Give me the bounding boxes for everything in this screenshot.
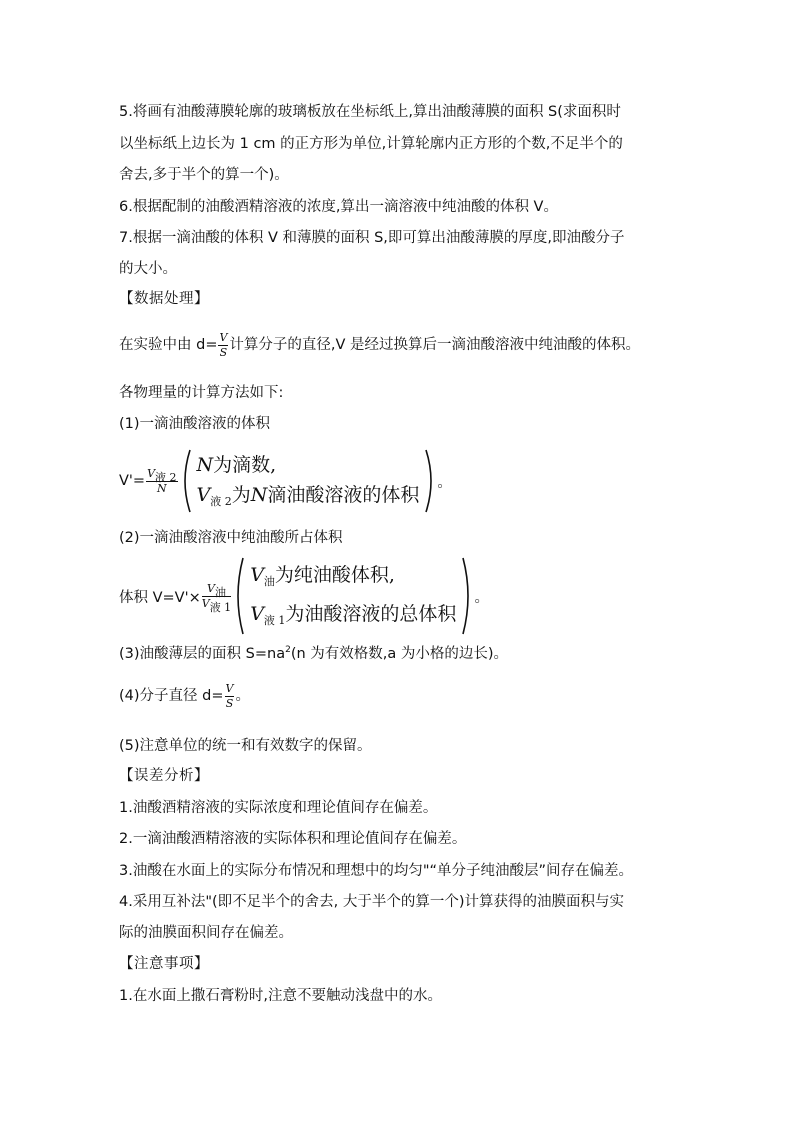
step-7-line-2: 的大小。 [119,261,177,277]
formula-1-num-var: V [147,466,156,480]
formula-2 [119,556,489,636]
error-3: 3.油酸在水面上的实际分布情况和理想中的均匀"“单分子纯油酸层”间存在偏差。 [119,863,634,879]
formula-1-left-paren [179,449,191,513]
formula-1 [119,448,452,514]
formula-1-num-sub: 液 2 [155,470,177,484]
step-7-line-1: 7.根据一滴油酸的体积 V 和薄膜的面积 S,即可算出油酸薄膜的厚度,即油酸分子 [119,230,625,246]
data-processing-intro [119,330,640,360]
formula-2-den-sub: 液 1 [209,600,232,614]
formula-2-conditions [244,557,462,635]
cond-1-text: 为滴数, [213,453,277,476]
item-4-denominator: S [225,696,234,710]
item-4 [119,681,250,711]
cond-2-sub: 液 2 [210,494,232,508]
formula-2-den-var: V [201,596,210,610]
item-4-numerator: V [225,681,234,695]
item-3 [119,644,508,666]
intro-fraction-numerator: V [219,330,228,344]
data-processing-heading: 【数据处理】 [119,291,209,307]
formula-2-end: 。 [474,589,489,606]
formula-1-right-paren [425,449,437,513]
step-5-line-2: 以坐标纸上边长为 1 cm 的正方形为单位,计算轮廓内正方形的个数,不足半个的 [119,136,623,152]
step-6: 6.根据配制的油酸酒精溶液的浓度,算出一滴溶液中纯油酸的体积 V。 [119,199,558,215]
item-4-fraction [225,682,235,711]
f2-cond-2-text: 为油酸溶液的总体积 [285,603,457,625]
formula-1-conditions [191,450,426,513]
formula-2-left-paren [232,557,244,635]
cond-2-var-2: N [250,483,268,506]
item-4-end: 。 [235,688,250,704]
item-5: (5)注意单位的统一和有效数字的保留。 [119,738,372,754]
error-1: 1.油酸酒精溶液的实际浓度和理论值间存在偏差。 [119,800,438,816]
cond-2-var: V [196,483,211,506]
f2-cond-2-var: V [250,603,264,625]
formula-2-numerator [202,582,231,597]
step-5-line-3: 舍去,多于半个的算一个)。 [119,167,289,183]
formula-1-fraction [146,467,177,496]
error-analysis-heading: 【误差分析】 [119,768,209,784]
formula-2-fraction [201,581,232,614]
item-3-sup: 2 [285,645,291,655]
step-5-line-1: 5.将画有油酸薄膜轮廓的玻璃板放在坐标纸上,算出油酸薄膜的面积 S(求面积时 [119,104,621,120]
item-3-suffix: (n 为有效格数,a 为小格的边长)。 [290,646,509,662]
formula-2-num-var: V [206,581,215,595]
intro-prefix: 在实验中由 d= [119,337,218,353]
f2-cond-1-text: 为纯油酸体积, [274,564,395,586]
f2-cond-2-sub: 液 1 [263,614,286,627]
formula-1-cond-1 [191,450,426,480]
f2-cond-1-sub: 油 [263,575,275,588]
note-1: 1.在水面上撒石膏粉时,注意不要触动浅盘中的水。 [119,988,442,1004]
item-2-title: (2)一滴油酸溶液中纯油酸所占体积 [119,530,343,546]
item-1-title: (1)一滴油酸溶液的体积 [119,416,271,432]
f2-cond-1-var: V [250,564,264,586]
methods-intro: 各物理量的计算方法如下: [119,385,284,401]
cond-1-var: N [196,453,214,476]
error-4-line-2: 际的油膜面积间存在偏差。 [119,925,293,941]
intro-suffix: 计算分子的直径,V 是经过换算后一滴油酸溶液中纯油酸的体积。 [229,337,641,353]
formula-1-end: 。 [437,474,452,491]
notes-heading: 【注意事项】 [119,956,209,972]
formula-1-numerator [146,467,177,482]
error-2: 2.一滴油酸酒精溶液的实际体积和理论值间存在偏差。 [119,831,467,847]
formula-1-cond-2 [191,480,426,513]
formula-1-denominator: N [156,481,167,495]
cond-2-text-b: 滴油酸溶液的体积 [267,483,420,506]
formula-2-num-sub: 油 [214,585,226,599]
cond-2-text-a: 为 [231,483,251,506]
item-3-prefix: (3)油酸薄层的面积 S=na [119,646,286,662]
item-4-prefix: (4)分子直径 d= [119,688,224,704]
formula-1-lhs: V'= [119,473,146,489]
formula-2-cond-1 [244,557,462,596]
intro-fraction-denominator: S [219,345,228,359]
formula-2-cond-2 [244,596,462,635]
formula-2-right-paren [462,557,474,635]
formula-2-lhs: 体积 V=V'× [119,589,201,606]
intro-fraction [218,331,228,360]
error-4-line-1: 4.采用互补法"(即不足半个的舍去, 大于半个的算一个)计算获得的油膜面积与实 [119,894,625,910]
